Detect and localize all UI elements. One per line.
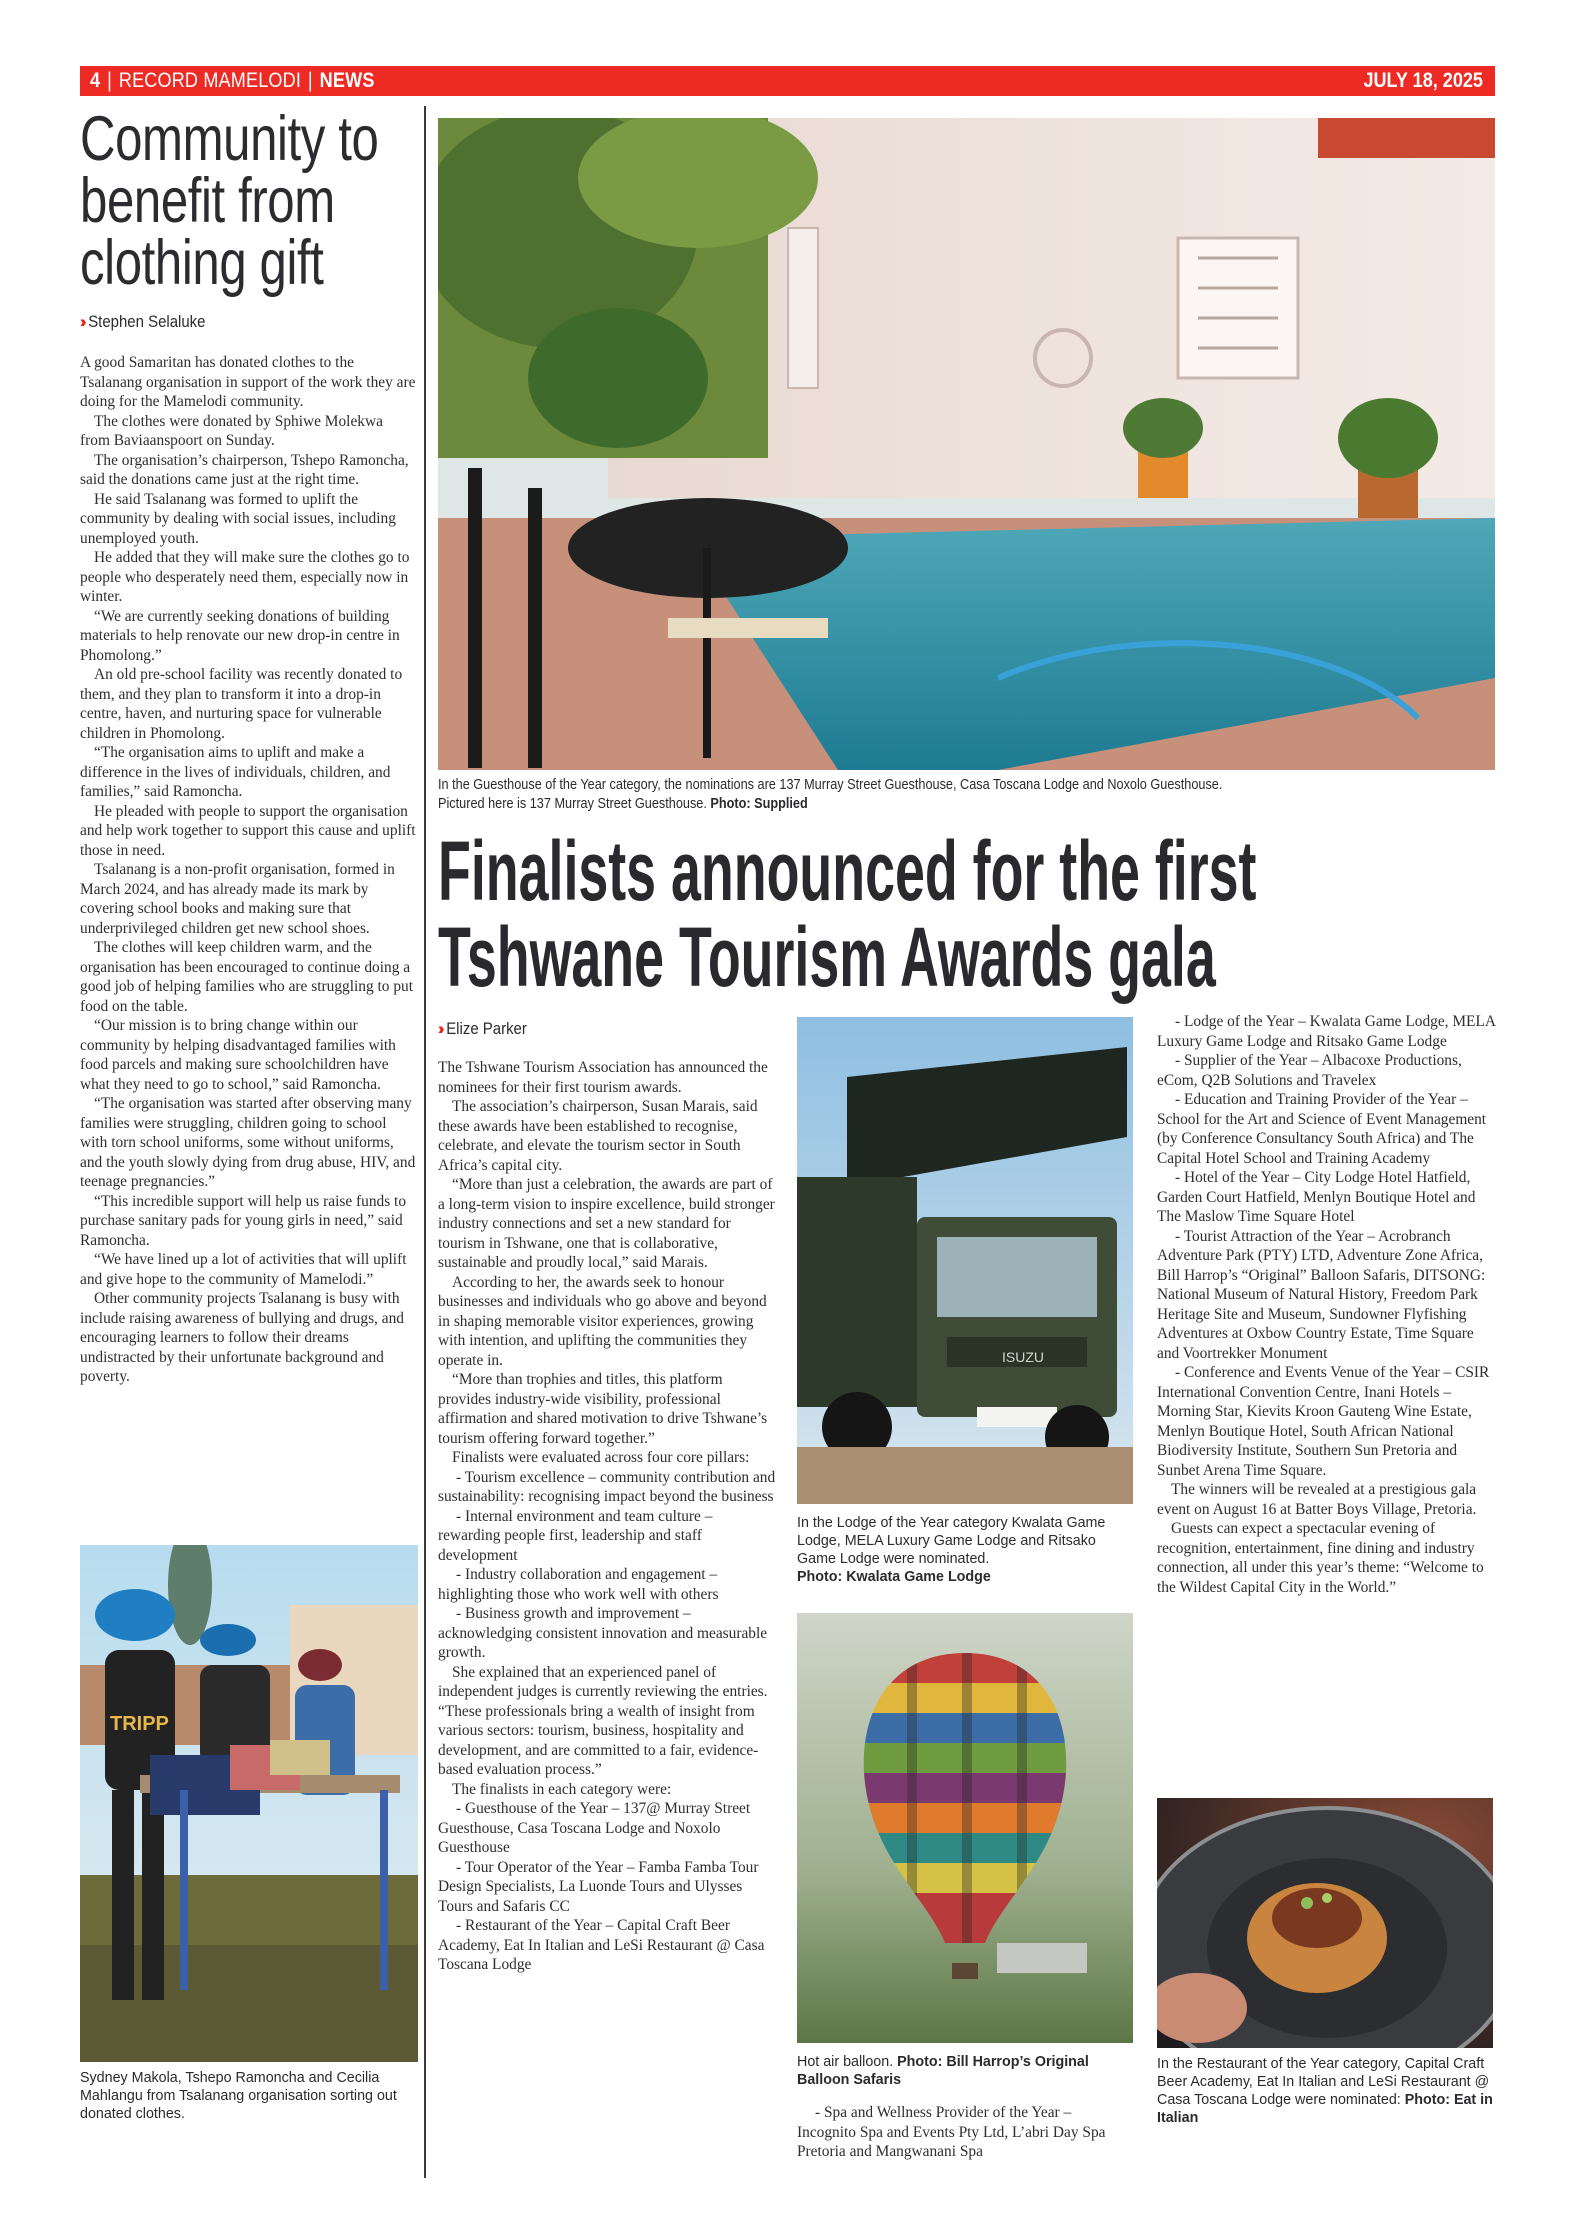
photo-credit: Photo: Eat in Italian [1157, 2092, 1493, 2126]
guesthouse-photo [438, 118, 1495, 770]
headline-line: Tshwane Tourism Awards gala [438, 910, 1216, 1004]
main-article-col1 [438, 1058, 778, 1975]
article-paragraph: Tsalanang is a non-profit organisation, formed in March 2024, and has already made its mark by covering school books and making sure that underprivileged children get new school shoes. [80, 861, 395, 937]
separator: | [307, 69, 313, 92]
page-number: 4 [90, 69, 101, 92]
category-item: - Tour Operator of the Year – Famba Famba Tour Design Specialists, La Luonde Tours and Ulysses Tours and Safaris CC [438, 1858, 759, 1915]
category-item: - Education and Training Provider of the Year – School for the Art and Science of Event Management (by Conference Consultancy South Africa) and The Capital Hotel School and Training Academy [1157, 1091, 1487, 1167]
pasta-photo-caption [1157, 2055, 1502, 2127]
caption-text: In the Lodge of the Year category Kwalata Game Lodge, MELA Luxury Game Lodge and Ritsako Game Lodge were nominated. [797, 1515, 1106, 1567]
photo-illustration [438, 118, 1495, 770]
pasta-dish-photo [1157, 1798, 1493, 2048]
category-item: - Internal environment and team culture – rewarding people first, leadership and staff development [438, 1507, 713, 1564]
caption-line [438, 795, 1222, 814]
category-item: - Business growth and improvement – acknowledging consistent innovation and measurable growth. [438, 1605, 768, 1661]
caption-line: In the Guesthouse of the Year category, the nominations are 137 Murray Street Guesthouse, Casa Toscana Lodge and Noxolo Guesthouse. [438, 777, 1223, 793]
photo-illustration [80, 1545, 418, 2062]
issue-date: JULY 18, 2025 [1363, 69, 1483, 92]
article-paragraph: “This incredible support will help us raise funds to purchase sanitary pads for young girls in need,” said Ramoncha. [80, 1192, 407, 1249]
article-paragraph: The association’s chairperson, Susan Marais, said these awards have been established to recognise, celebrate, and elevate the tourism sector in South Africa’s capital city. [438, 1098, 758, 1174]
main-article-col3 [1157, 1012, 1497, 1597]
article-paragraph: “The organisation aims to uplift and make a difference in the lives of individuals, children, and families,” said Ramoncha. [80, 744, 391, 800]
clothes-sorting-photo [80, 1545, 418, 2062]
article-paragraph: The clothes were donated by Sphiwe Molekwa from Baviaanspoort on Sunday. [80, 412, 383, 449]
article-paragraph: “The organisation was started after observing many families were struggling, children going to school with torn school uniforms, some without uniforms, and the youth slowly dying from drug abuse, HIV, and teenage pregnancies.” [80, 1095, 416, 1190]
article-paragraph: The organisation’s chairperson, Tshepo Ramoncha, said the donations came just at the right time. [80, 451, 409, 488]
publication-name: RECORD MAMELODI [118, 69, 302, 92]
category-item: - Supplier of the Year – Albacoxe Productions, eCom, Q2B Solutions and Travelex [1157, 1052, 1462, 1089]
separator: | [107, 69, 112, 92]
category-item: - Lodge of the Year – Kwalata Game Lodge, MELA Luxury Game Lodge and Ritsako Game Lodge [1157, 1013, 1496, 1050]
category-item: - Tourism excellence – community contribution and sustainability: recognising impact beyond the business [438, 1468, 776, 1505]
headline-line: Finalists announced for the first [438, 824, 1257, 918]
article-paragraph: He added that they will make sure the clothes go to people who desperately need them, especially now in winter. [80, 549, 410, 605]
main-byline [438, 1019, 527, 1039]
column-divider [424, 106, 426, 2178]
article-paragraph: The winners will be revealed at a prestigious gala event on August 16 at Batter Boys Village, Pretoria. [1157, 1481, 1477, 1518]
article-paragraph: The finalists in each category were: [452, 1780, 672, 1798]
caption-text: Pictured here is 137 Murray Street Guesthouse. [438, 795, 711, 812]
header-left [90, 69, 375, 93]
photo-illustration [1157, 1798, 1493, 2048]
balloon-photo-caption [797, 2053, 1137, 2089]
article-paragraph: A good Samaritan has donated clothes to the Tsalanang organisation in support of the work they are doing for the Mamelodi community. [80, 354, 416, 410]
main-headline [438, 824, 1257, 1004]
svg-text:TRIPP: TRIPP [110, 1713, 169, 1735]
category-item: - Tourist Attraction of the Year – Acrobranch Adventure Park (PTY) LTD, Adventure Zone Africa, Bill Harrop’s “Original” Balloon Safaris, DITSONG: National Museum of Natural History, Freedom Park Heritage Site and Museum, Sundowner Flyfishing Adventures at Oxbow Country Estate, Time Square and Voortrekker Monument [1157, 1227, 1486, 1362]
page-header-bar [80, 66, 1495, 96]
category-item: - Conference and Events Venue of the Year – CSIR International Convention Centre, Inani Hotels – Morning Star, Kievits Kroon Gauteng Wine Estate, Menlyn Boutique Hotel, South African National Biodiversity Institute, Southern Sun Pretoria and Sunbet Arena Time Square. [1157, 1364, 1490, 1479]
article-paragraph: “Our mission is to bring change within our community by helping disadvantaged families with food parcels and making sure schoolchildren have what they need to go to school,” said Ramoncha. [80, 1017, 396, 1093]
photo-illustration [797, 1017, 1133, 1504]
double-chevron-icon: ›› [80, 312, 83, 331]
category-item: - Hotel of the Year – City Lodge Hotel Hatfield, Garden Court Hatfield, Menlyn Boutique Hotel and The Maslow Time Square Hotel [1157, 1169, 1476, 1225]
safari-truck-photo [797, 1017, 1133, 1504]
left-headline: Community to benefit from clothing gift [80, 104, 379, 298]
main-article-col2-text [797, 2103, 1133, 2162]
category-item: - Guesthouse of the Year – 137@ Murray Street Guesthouse, Casa Toscana Lodge and Noxolo Guesthouse [438, 1800, 751, 1856]
article-paragraph: He pleaded with people to support the organisation and help work together to support this cause and uplift those in need. [80, 802, 416, 859]
section-name: NEWS [319, 69, 375, 92]
article-paragraph: Guests can expect a spectacular evening of recognition, entertainment, fine dining and industry connection, all under this year’s theme: “Welcome to the Wildest Capital City in the World.” [1157, 1520, 1484, 1596]
photo-credit: Photo: Kwalata Game Lodge [797, 1569, 991, 1585]
guesthouse-photo-caption [438, 776, 1222, 813]
article-paragraph: “More than trophies and titles, this platform provides industry-wide visibility, professional affirmation and shared motivation to drive Tshwane’s tourism offering forward together.” [438, 1371, 768, 1447]
article-paragraph: “We have lined up a lot of activities that will uplift and give hope to the community of Mamelodi.” [80, 1251, 407, 1288]
category-item: - Spa and Wellness Provider of the Year – Incognito Spa and Events Pty Ltd, L’abri Day Spa Pretoria and Mangwanani Spa [797, 2104, 1106, 2160]
caption-text: Hot air balloon. [797, 2054, 898, 2070]
photo-credit: Photo: Bill Harrop’s Original Balloon Safaris [797, 2054, 1089, 2088]
left-article-body [80, 353, 416, 1387]
double-chevron-icon: ›› [438, 1019, 441, 1038]
category-item: - Industry collaboration and engagement – highlighting those who work well with others [438, 1566, 719, 1603]
author-name: Stephen Selaluke [88, 312, 206, 331]
left-byline [80, 312, 205, 332]
article-paragraph: The Tshwane Tourism Association has announced the nominees for their first tourism awards. [438, 1059, 768, 1096]
photo-credit: Photo: Supplied [710, 795, 808, 812]
photo-illustration [797, 1613, 1133, 2043]
article-paragraph: Other community projects Tsalanang is busy with include raising awareness of bullying and drugs, and encouraging learners to follow their dreams undistracted by their unfortunate background and poverty. [80, 1290, 404, 1385]
article-paragraph: An old pre-school facility was recently donated to them, and they plan to transform it into a drop-in centre, haven, and nurturing space for vulnerable children in Phomolong. [80, 666, 403, 742]
article-paragraph: The clothes will keep children warm, and the organisation has been encouraged to continue doing a good job of helping families who are struggling to put food on the table. [80, 939, 413, 1015]
article-paragraph: He said Tsalanang was formed to uplift the community by dealing with social issues, including unemployed youth. [80, 490, 396, 547]
article-paragraph: “More than just a celebration, the awards are part of a long-term vision to inspire excellence, build stronger industry connections and set a new standard for tourism in Tshwane, one that is collaborative, sustainable and proudly local,” said Marais. [438, 1176, 775, 1271]
caption-text: In the Restaurant of the Year category, Capital Craft Beer Academy, Eat In Italian and LeSi Restaurant @ Casa Toscana Lodge were nominated: [1157, 2056, 1490, 2108]
author-name: Elize Parker [446, 1019, 527, 1038]
hot-air-balloon-photo [797, 1613, 1133, 2043]
truck-photo-caption [797, 1514, 1137, 1586]
article-paragraph: She explained that an experienced panel of independent judges is currently reviewing the entries. “These professionals bring a wealth of insight from various sectors: tourism, business, hospitality and development, and are committed to a fair, evidence-based evaluation process.” [438, 1663, 768, 1778]
category-item: - Restaurant of the Year – Capital Craft Beer Academy, Eat In Italian and LeSi Restaurant @ Casa Toscana Lodge [438, 1917, 765, 1973]
svg-text:ISUZU: ISUZU [1002, 1349, 1044, 1365]
article-paragraph: According to her, the awards seek to honour businesses and individuals who go above and beyond in shaping memorable visitor experiences, growing with intention, and uplifting the communities they operate in. [438, 1273, 767, 1369]
clothes-photo-caption: Sydney Makola, Tshepo Ramoncha and Cecilia Mahlangu from Tsalanang organisation sorting out donated clothes. [80, 2070, 397, 2122]
article-paragraph: “We are currently seeking donations of building materials to help renovate our new drop-in centre in Phomolong.” [80, 607, 400, 664]
article-paragraph: Finalists were evaluated across four core pillars: [452, 1449, 750, 1466]
